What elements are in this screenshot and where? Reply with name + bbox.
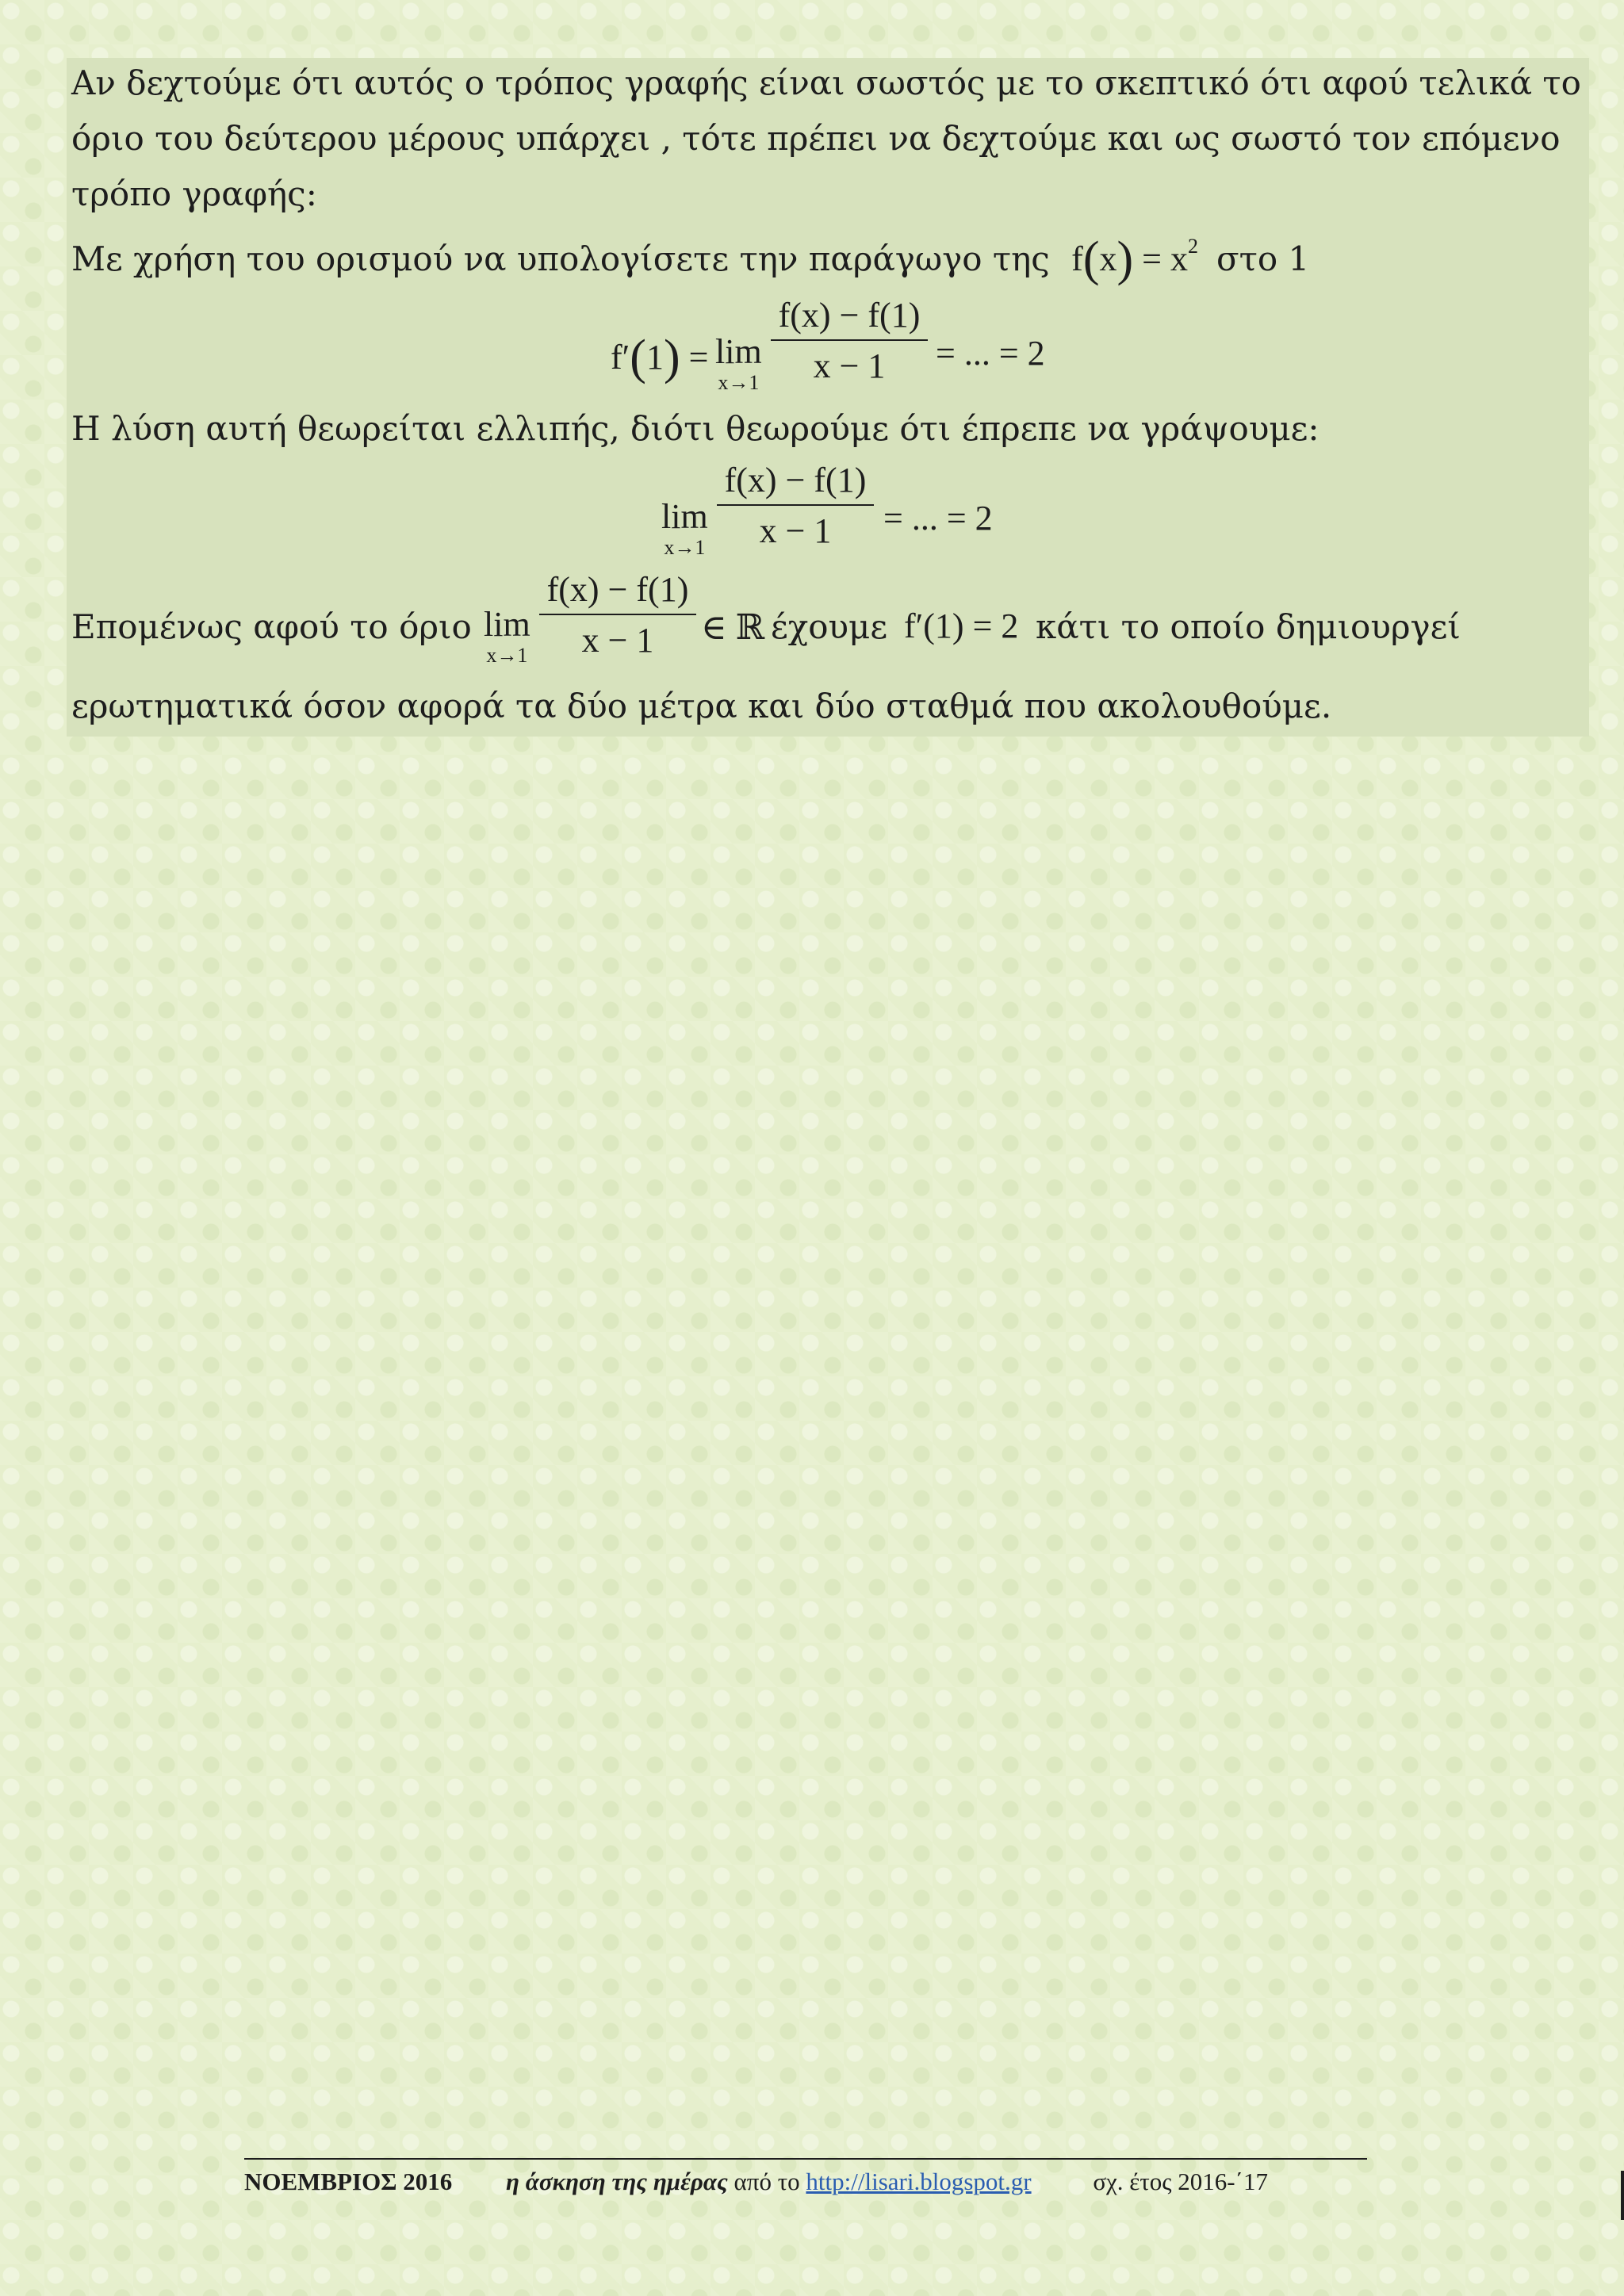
footer-from: από το [733,2168,800,2195]
paragraph-1-line-1: Αν δεχτούμε ότι αυτός ο τρόπος γραφής είναι σωστός με το σκεπτικό ότι αφού τελικά το [71,63,1581,102]
difference-quotient-2 [717,463,874,549]
problem-prefix: Με χρήση του ορισμού να υπολογίσετε την παράγωγο της [71,239,1050,278]
member-of-reals: ∈ ℝ [701,608,765,647]
closing-text: ερωτηματικά όσον αφορά τα δύο μέτρα και δύο σταθμά που ακολουθούμε. [71,687,1332,725]
fraction-denominator: x − 1 [581,621,654,660]
footer-exercise-title: η άσκηση της ημέρας [506,2168,728,2195]
therefore-prefix: Επομένως αφού το όριο [71,607,472,646]
lim-subscript: x→1 [664,536,706,559]
fraction-numerator: f(x) − f(1) [717,463,874,506]
therefore-suffix: κάτι το οποίο δημιουργεί [1036,607,1461,646]
derivative-arg: 1 [645,338,664,377]
function-exponent: 2 [1187,235,1198,258]
equals-sign: = [688,338,709,377]
paragraph-1-line-3: τρόπο γραφής: [71,174,317,213]
page-edge-mark [1621,2171,1624,2220]
derivative-lhs: f′(1) = [611,331,709,385]
lim-subscript: x→1 [718,371,760,394]
therefore-middle: έχουμε [771,607,888,646]
limit-operator-3 [484,607,530,666]
function-name: f [1071,239,1083,278]
problem-suffix: στο 1 [1216,239,1310,278]
lim-word: lim [661,497,708,536]
footer-month: ΝΟΕΜΒΡΙΟΣ 2016 [244,2168,453,2195]
lim-word: lim [484,605,530,644]
paragraph-1-line-2: όριο του δεύτερου μέρους υπάρχει , τότε πρέπει να δεχτούμε και ως σωστό τον επόμενο [71,119,1561,158]
fraction-numerator: f(x) − f(1) [539,572,696,615]
function-definition: $f(x) = x^2$ [1071,232,1198,286]
derivative-symbol: f′ [611,338,630,377]
lim-subscript: x→1 [486,644,528,667]
fraction-numerator: f(x) − f(1) [771,298,928,341]
equals-sign: = [1142,239,1162,278]
footer-school-year: σχ. έτος 2016-΄17 [1093,2168,1268,2195]
limit-operator-2 [661,499,708,558]
derivative-result: f′(1) = 2 [904,607,1019,645]
lim-word: lim [715,332,762,371]
fraction-denominator: x − 1 [759,511,832,550]
limit-operator-1 [715,332,762,394]
footer-blog-link[interactable]: http://lisari.blogspot.gr [806,2168,1032,2195]
function-variable: x [1099,239,1117,278]
equation-2-result: = ... = 2 [883,499,993,538]
incomplete-solution-text: Η λύση αυτή θεωρείται ελλιπής, διότι θεωρούμε ότι έπρεπε να γράψουμε: [71,409,1320,448]
equation-1-result: = ... = 2 [936,334,1045,373]
problem-statement [71,232,1310,286]
difference-quotient-1 [771,298,928,384]
difference-quotient-3 [539,572,696,658]
function-base: x [1170,239,1188,278]
page-footer [244,2158,1367,2196]
fraction-denominator: x − 1 [813,346,886,385]
